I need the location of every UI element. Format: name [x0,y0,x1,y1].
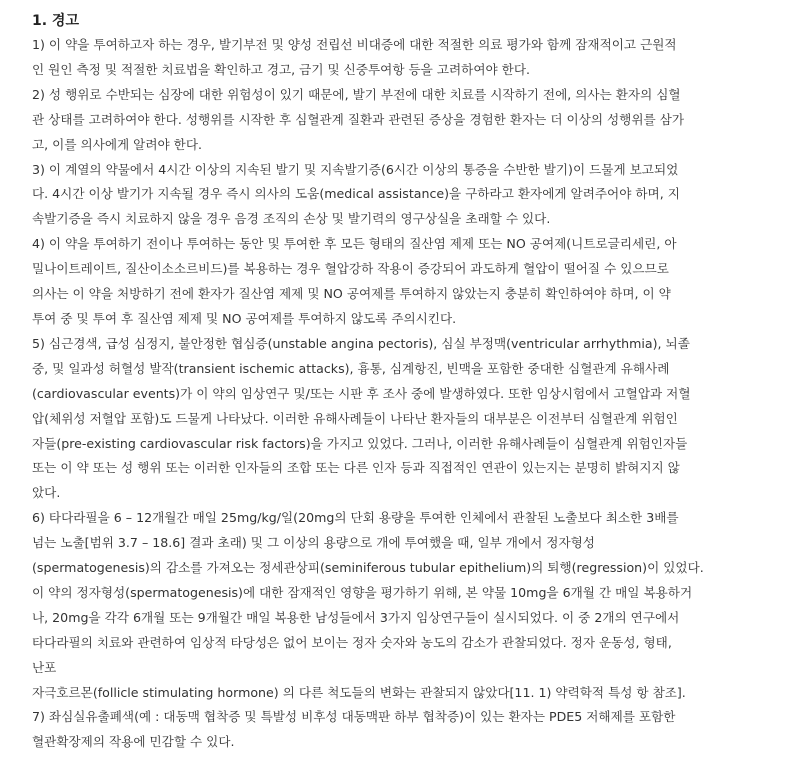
text-line: 밀나이트레이트, 질산이소소르비드)를 복용하는 경우 혈압강하 작용이 증강되어 과도하게 혈압이 떨어질 수 있으므로 [32,261,669,277]
text-line: 압(체위성 저혈압 포함)도 드물게 나타났다. 이러한 유해사례들이 나타난 환자들의 대부분은 이전부터 심혈관계 위험인 [32,410,678,426]
text-line: 았다. [32,485,61,501]
text-line: 1) 이 약을 투여하고자 하는 경우, 발기부전 및 양성 전립선 비대증에 대한 적절한 의료 평가와 함께 잠재적이고 근원적 [32,37,677,52]
warning-item-4 [32,232,772,332]
section-heading: 1. 경고 [32,13,79,29]
text-line: (spermatogenesis)의 감소를 가져오는 정세관상피(seminiferous tubular epithelium)의 퇴행(regression)이 있었다. [32,560,704,576]
text-line: 인 원인 측정 및 적절한 치료법을 확인하고 경고, 금기 및 신중투여항 등을 고려하여야 한다. [32,61,531,77]
warning-item-7 [32,705,772,755]
text-line: 자극호르몬(follicle stimulating hormone) 의 다른 척도들의 변화는 관찰되지 않았다[11. 1) 약력학적 특성 항 참조]. [32,684,686,700]
text-line: 고, 이를 의사에게 알려야 한다. [32,136,203,152]
warning-item-6 [32,506,772,705]
text-line: 자들(pre-existing cardiovascular risk factors)을 가지고 있었다. 그러나, 이러한 유해사례들이 심혈관계 위험인자들 [32,435,688,451]
text-line: 혈관확장제의 작용에 민감할 수 있다. [32,734,235,750]
paragraph-list [32,33,772,755]
text-line: 타다라필의 치료와 관련하여 임상적 타당성은 없어 보이는 정자 숫자와 농도의 감소가 관찰되었다. 정자 운동성, 형태, [32,634,672,650]
text-line: 3) 이 계열의 약물에서 4시간 이상의 지속된 발기 및 지속발기증(6시간 이상의 통증을 수반한 발기)이 드물게 보고되었 [32,161,679,177]
text-line: 6) 타다라필을 6 – 12개월간 매일 25mg/kg/일(20mg의 단회 용량을 투여한 인체에서 관찰된 노출보다 최소한 3배를 [32,510,679,526]
text-line: 넘는 노출[범위 3.7 – 18.6] 결과 초래) 및 그 이상의 용량으로 개에 투여했을 때, 일부 개에서 정자형성 [32,535,595,551]
text-line: 7) 좌심실유출폐색(예 : 대동맥 협착증 및 특발성 비후성 대동맥판 하부 협착증)이 있는 환자는 PDE5 저해제를 포함한 [32,709,676,725]
warning-item-5 [32,332,772,506]
text-line: 또는 이 약 또는 성 행위 또는 이러한 인자들의 조합 또는 다른 인자 등과 직접적인 연관이 있는지는 분명히 밝혀지지 않 [32,460,680,476]
text-line: 난포 [32,659,57,675]
text-line: 4) 이 약을 투여하기 전이나 투여하는 동안 및 투여한 후 모든 형태의 질산염 제제 또는 NO 공여제(니트로글리세린, 아 [32,236,677,252]
warning-item-3 [32,158,772,233]
warning-item-1 [32,33,772,83]
text-line: 이 약의 정자형성(spermatogenesis)에 대한 잠재적인 영향을 평가하기 위해, 본 약물 10mg을 6개월 간 매일 복용하거 [32,584,693,600]
text-line: 속발기증을 즉시 치료하지 않을 경우 음경 조직의 손상 및 발기력의 영구상실을 초래할 수 있다. [32,211,551,227]
text-line: 나, 20mg을 각각 6개월 또는 9개월간 매일 복용한 남성들에서 3가지 임상연구들이 실시되었다. 이 중 2개의 연구에서 [32,609,680,625]
text-line: 중, 및 일과성 허혈성 발작(transient ischemic attacks), 흉통, 심계항진, 빈맥을 포함한 중대한 심혈관계 유해사례 [32,360,670,376]
warning-item-2 [32,83,772,158]
warnings-section [32,9,772,755]
text-line: (cardiovascular events)가 이 약의 임상연구 및/또는 시판 후 조사 중에 발생하였다. 또한 임상시험에서 고혈압과 저혈 [32,385,691,401]
text-line: 투여 중 및 투여 후 질산염 제제 및 NO 공여제를 투여하지 않도록 주의시킨다. [32,310,457,326]
text-line: 다. 4시간 이상 발기가 지속될 경우 즉시 의사의 도움(medical assistance)을 구하라고 환자에게 알려주어야 하며, 지 [32,186,680,202]
text-line: 관 상태를 고려하여야 한다. 성행위를 시작한 후 심혈관계 질환과 관련된 증상을 경험한 환자는 더 이상의 성행위를 삼가 [32,111,685,127]
text-line: 5) 심근경색, 급성 심정지, 불안정한 협심증(unstable angina pectoris), 심실 부정맥(ventricular arrhythmia), 뇌졸 [32,335,690,351]
text-line: 2) 성 행위로 수반되는 심장에 대한 위험성이 있기 때문에, 발기 부전에 대한 치료를 시작하기 전에, 의사는 환자의 심혈 [32,86,681,102]
text-line: 의사는 이 약을 처방하기 전에 환자가 질산염 제제 및 NO 공여제를 투여하지 않았는지 충분히 확인하여야 하며, 이 약 [32,286,671,302]
